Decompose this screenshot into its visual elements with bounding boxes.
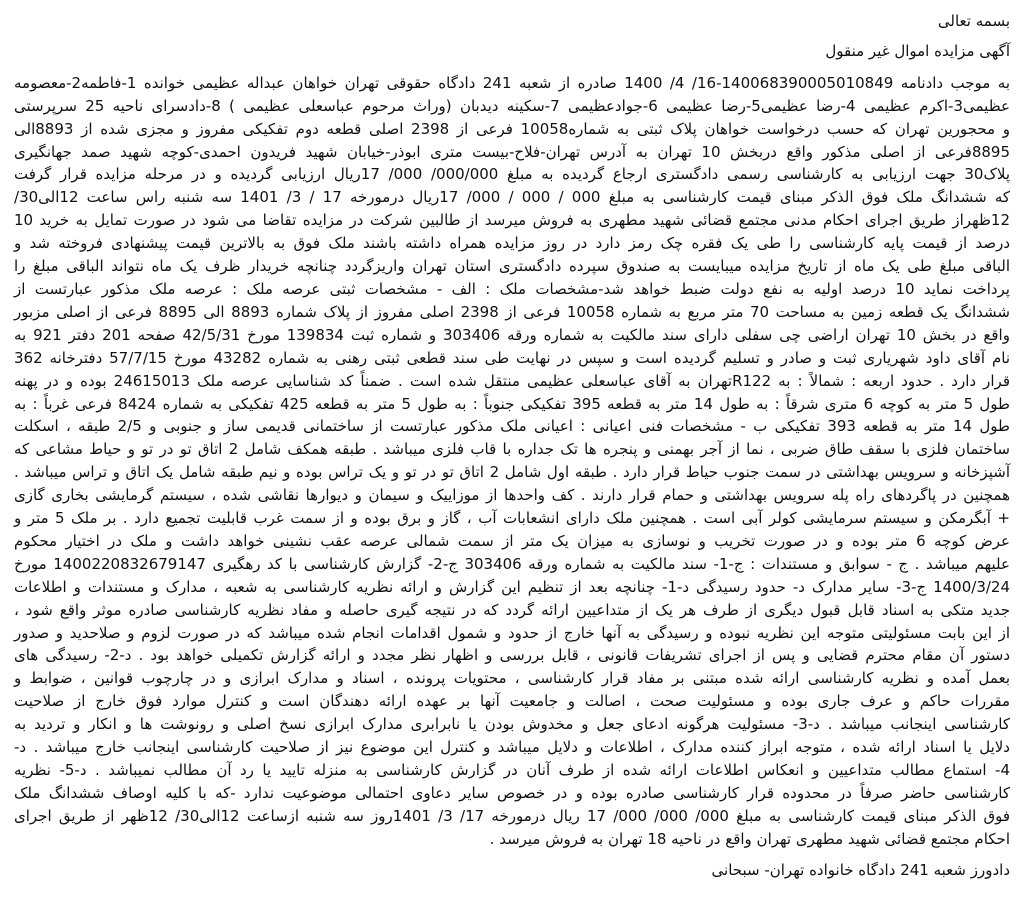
body-line: احکام مجتمع قضائی شهید مطهری تهران واقع در ناحیه 18 تهران به فروش میرسد . bbox=[489, 829, 1010, 848]
body-line: 12ظهراز طریق اجرای احکام مدنی مجتمع قضائی شهید مطهری به فروش میرسد از طالبین شرکت در مزایده تقاضا می شود در صورت تمایل به خرید 10 bbox=[14, 211, 1010, 230]
body-line: واقع در بخش 10 تهران اراضی چی سفلی دارای سند مالکیت به شماره ورقه 303406 و شماره ثبت 139834 مورخ 42/5/31 صفحه 201 دفتر 921 به bbox=[14, 325, 1010, 344]
body-line: طول 5 متر به کوچه 6 متری شرقاً : به طول 14 متر به قطعه 395 تفکیکی جنوباً : به طول 5 متر به قطعه 425 تفکیکی به شماره 8424 فرعی غرباً : به bbox=[14, 394, 1010, 413]
body-line: جدید متکی به اسناد قابل قبول دیگری از طرف هر یک از متداعیین ارائه گردد که در نتیجه گیری حاصله و مفاد نظریه کارشناسی صادره موثر واقع شود ، bbox=[14, 600, 1010, 619]
signature-line: دادورز شعبه 241 دادگاه خانواده تهران- سبحانی bbox=[711, 860, 1010, 879]
notice-body bbox=[14, 72, 1010, 851]
notice-title: آگهی مزایده اموال غیر منقول bbox=[825, 41, 1010, 60]
body-line: به موجب دادنامه 140068390005010849-16/ 4/ 1400 صادره از شعبه 241 دادگاه حقوقی تهران خواهان عبداله عظیمی خوانده 1-فاطمه2-معصومه bbox=[14, 73, 1011, 92]
body-line: مقررات حاکم و عرف جاری بوده و مسئولیت صحت ، اصالت و جامعیت آنها بر عهده ارائه دهندگان است و کنترل موارد فوق خارج از صلاحیت bbox=[14, 692, 1010, 711]
body-line: ساختمان فلزی با سقف طاق ضربی ، نما از آجر بهمنی و پنجره ها تک جداره با قاب فلزی میباشد . طبقه همکف شامل 2 اتاق تو در تو و حیاط مشاعی که bbox=[14, 440, 1010, 459]
body-line: دلایل یا اسناد ارائه شده ، متوجه ابراز کننده مدارک ، اطلاعات و دلایل میباشد و کنترل این موضوع نیز از صلاحیت کارشناسی اینجانب خارج میباشد . د- bbox=[14, 738, 1010, 757]
body-line: نام آقای داود شهریاری ثبت و صادر و تسلیم گردیده است و سپس در نهایت طی سند قطعی ثبتی رهنی به شماره 43282 مورخ 57/7/15 دفترخانه 362 bbox=[14, 348, 1010, 367]
body-line: + آبگرمکن و سیستم سرمایشی کولر آبی است . همچنین ملک دارای انشعابات آب ، گاز و برق بوده و از سمت غرب قابلیت تجمیع دارد . بر ملک 5 متر و bbox=[14, 509, 1010, 528]
body-line: از این بابت مسئولیتی متوجه این نظریه نبوده و رسیدگی به آنها خارج از حدود و شمول اقدامات انجام شده میباشد که در صورت لزوم و صلاحدید و صدور bbox=[14, 623, 1010, 642]
body-line: 8895فرعی از اصلی مذکور واقع دربخش 10 تهران به آدرس تهران-فلاح-بیست متری ابوذر-خیابان شهید فریدون احمدی-کوچه شهید صمد جهانگیری bbox=[14, 142, 1010, 161]
body-line: بعمل آمده و نظریه کارشناسی ارائه شده مبتنی بر مفاد قرار کارشناسی ، محتویات پرونده ، اسناد و مدارک ابرازی و در چارچوب قوانین ، ضوابط و bbox=[14, 669, 1010, 688]
body-line: الباقی مبلغ طی یک ماه از تاریخ مزایده میبایست به صندوق سپرده دادگستری استان تهران واریزگردد چنانچه خریدار ظرف یک ماه نتواند الباقی مبلغ را bbox=[14, 257, 1010, 276]
body-line: همچنین در پاگردهای راه پله سرویس بهداشتی و حمام قرار دارند . کف واحدها از موزاییک و سیمان و دیوارها نقاشی شده ، سیستم گرمایشی بخاری گازی bbox=[14, 486, 1010, 505]
body-line: پرداخت نماید 10 درصد اولیه به نفع دولت ضبط خواهد شد-مشخصات ملک : الف - مشخصات ثبتی عرصه ملک : عرصه ملک مذکور عبارتست از bbox=[14, 279, 1010, 298]
body-line: عظیمی3-اکرم عظیمی 4-رضا عظیمی5-رضا عظیمی 6-جوادعظیمی 7-سکینه دیدبان (وراث مرحوم عباسعلی عظیمی ) 8-دادسرای ناحیه 25 سرپرستی bbox=[14, 96, 1010, 115]
body-line: 1400/3/24 ج-3- سایر مدارک د- حدود رسیدگی د-1- چنانچه بعد از تنظیم این گزارش و ارائه نظریه کارشناسی به شعبه ، مدارک و مستندات و اطلاعات bbox=[14, 577, 1011, 596]
body-line: 4- استماع مطالب متداعیین و انعکاس اطلاعات ارائه شده از طرف آنان در گزارش کارشناسی به منزله تایید یا رد آن مطالب نمیباشد . د-5- نظریه bbox=[14, 761, 1010, 779]
body-line: آشپزخانه و سرویس بهداشتی در سمت جنوب حیاط قرار دارد . طبقه اول شامل 2 اتاق تو در تو و یک تراس بوده و نیم طبقه شامل یک اتاق و تراس میباشد . bbox=[14, 463, 1010, 482]
body-line: طول 14 متر به قطعه 393 تفکیکی ب - مشخصات فنی اعیانی : اعیانی ملک مذکور عبارتست از ساختمانی قدیمی ساز و جنوبی و 2/5 طبقه ، اسکلت bbox=[14, 417, 1010, 436]
body-line: دستور آن مقام محترم قضایی و پس از اجرای تشریفات قانونی ، قابل بررسی و اظهار نظر مجدد و ارائه گزارش تکمیلی خواهد بود . د-2- رسیدگی های bbox=[14, 646, 1011, 665]
body-line: کارشناسی اینجانب میباشد . د-3- مسئولیت هرگونه ادعای جعل و مخدوش بودن یا نابرابری مدارک ابرازی نسخ اصلی و رونوشت ها و انکار و تردید به bbox=[14, 715, 1010, 734]
body-line: علیهم میباشد . ج - سوابق و مستندات : ج-1- سند مالکیت به شماره ورقه 303406 ج-2- گزارش کارشناسی با کد رهگیری 1400220832679147 مورخ bbox=[14, 554, 1010, 573]
body-line: عرض کوچه 6 متر بوده و در صورت تخریب و نوسازی به میزان یک متر از سمت شمالی عرصه عقب نشینی خواهد داشت و ملک در اختیار محکوم bbox=[14, 531, 1010, 550]
body-line: درصد از قیمت پایه کارشناسی را طی یک فقره چک رمز دارد در روز مزایده همراه داشته باشند ملک فوق به بالاترین قیمت پیشنهادی فروخته شد و bbox=[14, 234, 1010, 253]
body-line: کارشناسی حاضر صرفاً در محدوده قرار کارشناسی صادره بوده و در خصوص سایر دعاوی احتمالی موضوعیت ندارد -که با کلیه اوصاف ششدانگ ملک bbox=[14, 783, 1010, 802]
body-line: ششدانگ یک قطعه زمین به مساحت 70 متر مربع به شماره 10058 فرعی از 2398 اصلی مفروز از پلاک شماره 8893 الی 8895 فرعی از اصلی مزبور bbox=[14, 302, 1010, 321]
bismillah-heading: بسمه تعالی bbox=[937, 12, 1010, 30]
body-line: قرار دارد . حدود اربعه : شمالاً : به R122تهران به آقای عباسعلی عظیمی منتقل شده است . ضمناً کد شناسایی عرصه ملک 24615013 بوده و در پهنه bbox=[14, 371, 1010, 390]
body-line: که ششدانگ ملک فوق الذکر مبنای قیمت کارشناسی به مبلغ 000 / 000 / 000/ 17ریال درمورخه 17 / 3/ 1401 سه شنبه راس ساعت 12الی30/ bbox=[14, 188, 1011, 207]
body-line: فوق الذکر مبنای قیمت کارشناسی به مبلغ 000/ 000/ 000/ 17 ریال درمورخه 17/ 3/ 1401روز سه شنبه ازساعت 12الی30/ 12ظهر از طریق اجرای bbox=[14, 806, 1011, 825]
body-line: و محجورین تهران که حسب درخواست خواهان پلاک ثبتی به شماره10058 فرعی از 2398 اصلی قطعه دوم تفکیکی مفروز و مجزی شده از 8893الی bbox=[14, 119, 1011, 138]
body-line: پلاک30 جهت ارزیابی به کارشناسی رسمی دادگستری ارجاع گردیده به مبلغ 000/000/ 000/ 17ریال ارزیابی گردیده و در مرحله مزایده قرار گرفت bbox=[14, 165, 1010, 184]
